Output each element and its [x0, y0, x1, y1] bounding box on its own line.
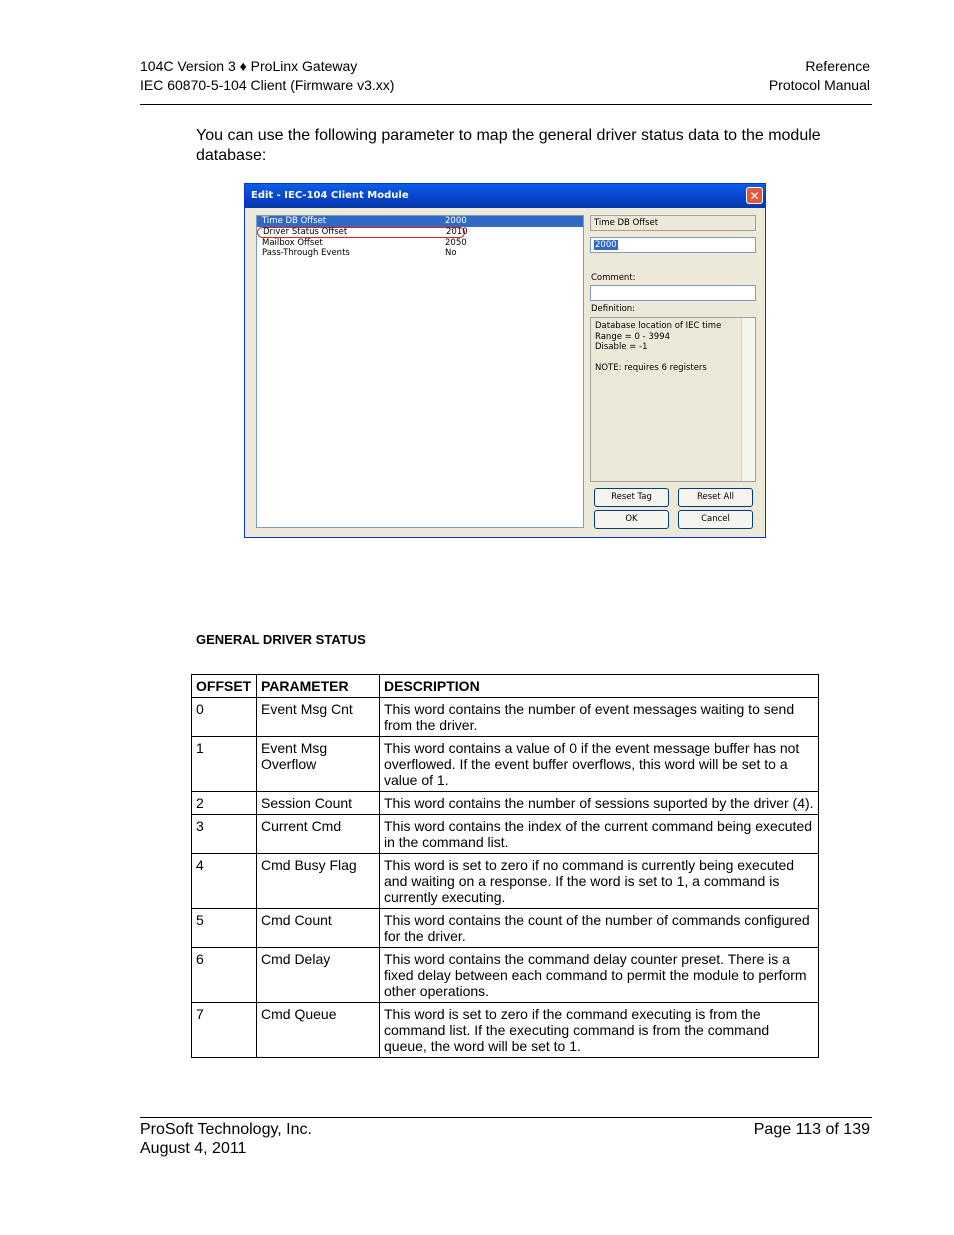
- page-footer: [140, 1120, 870, 1158]
- table-row: 6 Cmd Delay This word contains the command delay counter preset. There is a fixed delay between each command to permit the module to perform other operations.: [192, 948, 819, 1003]
- close-icon[interactable]: ✕: [746, 187, 763, 204]
- footer-company: ProSoft Technology, Inc.: [140, 1121, 312, 1138]
- parameter-list[interactable]: [256, 215, 584, 528]
- dialog-title-bar: [245, 184, 765, 208]
- list-item[interactable]: Pass-Through Events No: [262, 248, 457, 258]
- header-firmware: IEC 60870-5-104 Client (Firmware v3.xx): [140, 77, 395, 93]
- footer-date: August 4, 2011: [140, 1140, 247, 1157]
- page-number: Page 113 of 139: [753, 1121, 870, 1138]
- reset-all-button[interactable]: Reset All: [678, 488, 753, 507]
- footer-divider: [140, 1117, 872, 1118]
- table-row: 5 Cmd Count This word contains the count of the number of commands configured for the driver.: [192, 909, 819, 948]
- edit-module-dialog: [244, 183, 766, 538]
- field-name-box: Time DB Offset: [590, 215, 756, 231]
- header-manual: Protocol Manual: [768, 77, 870, 93]
- reset-tag-button[interactable]: Reset Tag: [594, 488, 669, 507]
- scrollbar[interactable]: [741, 318, 755, 481]
- dialog-title: Edit - IEC-104 Client Module: [251, 190, 409, 201]
- comment-label: Comment:: [591, 273, 636, 283]
- list-item-driver-status[interactable]: Driver Status Offset 2010: [257, 227, 465, 238]
- list-item[interactable]: Time DB Offset 2000: [257, 216, 583, 227]
- definition-label: Definition:: [591, 304, 636, 314]
- table-row: 3 Current Cmd This word contains the index of the current command being executed in the command list.: [192, 815, 819, 854]
- header-product: 104C Version 3 ♦ ProLinx Gateway: [140, 58, 358, 74]
- section-title: GENERAL DRIVER STATUS: [196, 632, 366, 647]
- table-row: 0 Event Msg Cnt This word contains the number of event messages waiting to send from the driver.: [192, 698, 819, 737]
- list-item[interactable]: Mailbox Offset 2050: [262, 237, 467, 248]
- header-divider: [140, 104, 872, 105]
- table-row: 7 Cmd Queue This word is set to zero if the command executing is from the command list. If the executing command is from the command queue, the word will be set to 1.: [192, 1003, 819, 1058]
- header-section: Reference: [805, 58, 870, 74]
- table-row: 1 Event Msg Overflow This word contains a value of 0 if the event message buffer has not overflowed. If the event buffer overflows, this word will be set to a value of 1.: [192, 737, 819, 792]
- table-row: 4 Cmd Busy Flag This word is set to zero if no command is currently being executed and waiting on a response. If the word is set to 1, a command is currently executing.: [192, 854, 819, 909]
- value-input[interactable]: 2000: [590, 237, 756, 253]
- cancel-button[interactable]: Cancel: [678, 510, 753, 529]
- table-header-row: [192, 675, 819, 698]
- col-header-parameter: PARAMETER: [257, 675, 380, 698]
- ok-button[interactable]: OK: [594, 510, 669, 529]
- col-header-offset: OFFSET: [192, 675, 257, 698]
- table-row: 2 Session Count This word contains the number of sessions suported by the driver (4).: [192, 792, 819, 815]
- definition-box: Database location of IEC time Range = 0 - 3994 Disable = -1 NOTE: requires 6 registers: [590, 317, 756, 482]
- intro-paragraph: You can use the following parameter to map the general driver status data to the module database:: [196, 127, 821, 164]
- comment-input[interactable]: [590, 285, 756, 301]
- col-header-description: DESCRIPTION: [380, 675, 819, 698]
- general-driver-status-table: [191, 674, 819, 1058]
